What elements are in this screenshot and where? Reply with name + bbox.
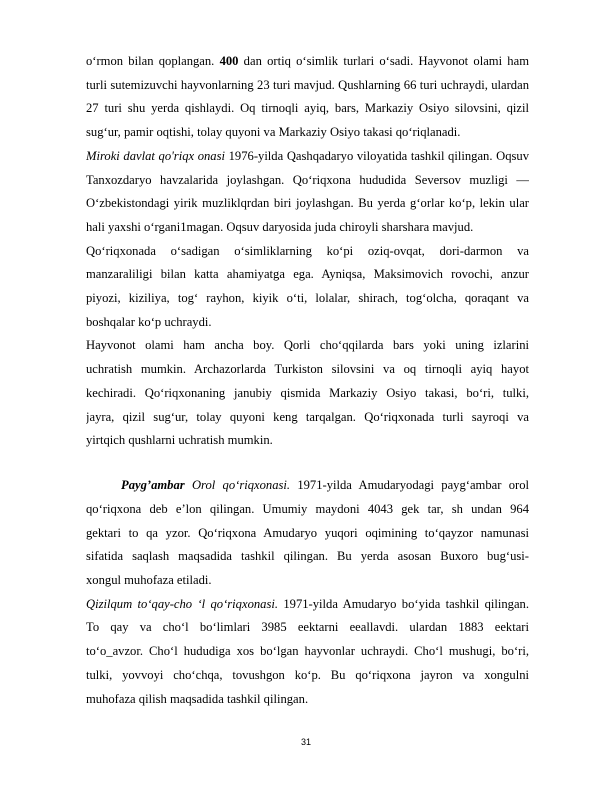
body-text: piyozi, kiziliya, tog‘ rayhon, kiyik o‘ti, lolalar, shirach, tog‘olcha, qoraqant va [86, 291, 529, 305]
text-line [86, 501, 529, 517]
body-text: xongul muhofaza etiladi. [86, 573, 212, 588]
text-line [86, 548, 529, 564]
body-text: tulki, yovvoyi cho‘chqa, tovushgon ko‘p. Bu qo‘riqxona jayron va xongulni [86, 667, 529, 682]
emphasis-text: Orol qo‘riqxonasi. [184, 478, 291, 493]
text-line [86, 172, 529, 188]
text-line [86, 643, 529, 659]
emphasis-text: 400 [219, 54, 239, 68]
emphasis-text: Qizilqum to‘qay-cho ‘l qo‘riqxonasi. [86, 596, 279, 611]
body-text: qo‘riqxona deb e’lon qilingan. Umumiy maydoni 4043 gek tar, sh undan 964 [86, 501, 529, 516]
body-text: yirtqich qushlarni uchratish mumkin. [86, 433, 273, 448]
text-line [86, 691, 529, 707]
body-text: 27 turi shu yerda qishlaydi. Oq tirnoqli ayiq, bars, Markaziy Osiyo silovsini, qizil [86, 101, 529, 116]
text-line [86, 290, 529, 306]
emphasis-text: Miroki davlat qo'riqx onasi [86, 148, 226, 163]
body-text: Tanxozdaryo havzalarida joylashgan. Qo‘riqxona hududida Seversov muzligi — [86, 172, 529, 187]
text-line [86, 572, 529, 588]
text-line [86, 266, 529, 282]
text-line [86, 525, 529, 541]
text-line [86, 619, 529, 635]
body-text: hali yaxshi o‘rgani1magan. Oqsuv daryosida juda chiroyli sharshara mavjud. [86, 219, 474, 234]
body-text: 1976-yilda Qashqadaryo viloyatida tashkil qilingan. Oqsuv [228, 148, 529, 163]
body-text: To qay va cho‘l bo‘limlari 3985 eektarni eeallavdi. ulardan 1883 eektari [86, 620, 529, 635]
text-line [86, 596, 529, 612]
text-line [86, 385, 529, 401]
text-line [86, 100, 529, 116]
body-text: 1971-yilda Amudaryodagi payg‘ambar orol [290, 478, 529, 493]
text-line [86, 124, 529, 140]
text-line [86, 361, 529, 377]
body-text: muhofaza qilish maqsadida tashkil qilingan. [86, 691, 309, 706]
body-text: gektari to qa yzor. Qo‘riqxona Amudaryo yuqori oqimining to‘qayzor namunasi [86, 525, 529, 540]
text-line [86, 195, 529, 211]
body-text: kechiradi. Qo‘riqxonaning janubiy qismida Markaziy Osiyo takasi, bo‘ri, tulki, [86, 385, 529, 400]
body-text: o‘rmon bilan qoplangan. [86, 54, 220, 68]
text-line [86, 53, 529, 69]
page-number: 31 [300, 737, 311, 747]
text-line [86, 148, 529, 164]
body-text: to‘o_avzor. Cho‘l hududiga xos bo‘lgan hayvonlar uchraydi. Cho‘l mushugi, bo‘ri, [86, 644, 529, 659]
body-text: jayra, qizil sug‘ur, tolay quyoni keng tarqalgan. Qo‘riqxonada turli sayroqi va [86, 409, 529, 424]
text-line [86, 667, 529, 683]
body-text: uchratish mumkin. Archazorlarda Turkiston silovsini va oq tirnoqli ayiq hayot [86, 362, 529, 377]
body-text: Hayvonot olami ham ancha boy. Qorli cho‘qqilarda bars yoki uning izlarini [86, 338, 529, 353]
body-text: sifatida saqlash maqsadida tashkil qilingan. Bu yerda asosan Buxoro bug‘usi- [86, 549, 529, 564]
emphasis-text: Payg’ambar [121, 478, 185, 493]
text-line [86, 314, 529, 330]
body-text: O‘zbekistondagi yirik muzliklqrdan biri joylashgan. Bu yerda g‘orlar ko‘p, lekin ular [86, 196, 529, 211]
body-text: 1971-yilda Amudaryo bo‘yida tashkil qilingan. [278, 596, 529, 611]
body-text: Qo‘riqxonada o‘sadigan o‘simliklarning ko‘pi oziq-ovqat, dori-darmon va [86, 243, 529, 258]
text-line [86, 432, 529, 448]
body-text: turli sutemizuvchi hayvonlarning 23 turi mavjud. Qushlarning 66 turi uchraydi, ulardan [86, 77, 529, 92]
text-line [86, 77, 529, 93]
body-text: sug‘ur, pamir oqtishi, tolay quyoni va Markaziy Osiyo takasi qo‘riqlanadi. [86, 125, 461, 140]
body-text: manzaraliligi bilan katta ahamiyatga ega. Ayniqsa, Maksimovich rovochi, anzur [86, 267, 529, 282]
text-line [86, 243, 529, 259]
text-line [86, 219, 529, 235]
body-text: dan ortiq o‘simlik turlari o‘sadi. Hayvonot olami ham [243, 54, 529, 68]
text-line [86, 477, 529, 493]
text-line [86, 409, 529, 425]
text-line [86, 337, 529, 353]
body-text: boshqalar ko‘p uchraydi. [86, 314, 212, 329]
